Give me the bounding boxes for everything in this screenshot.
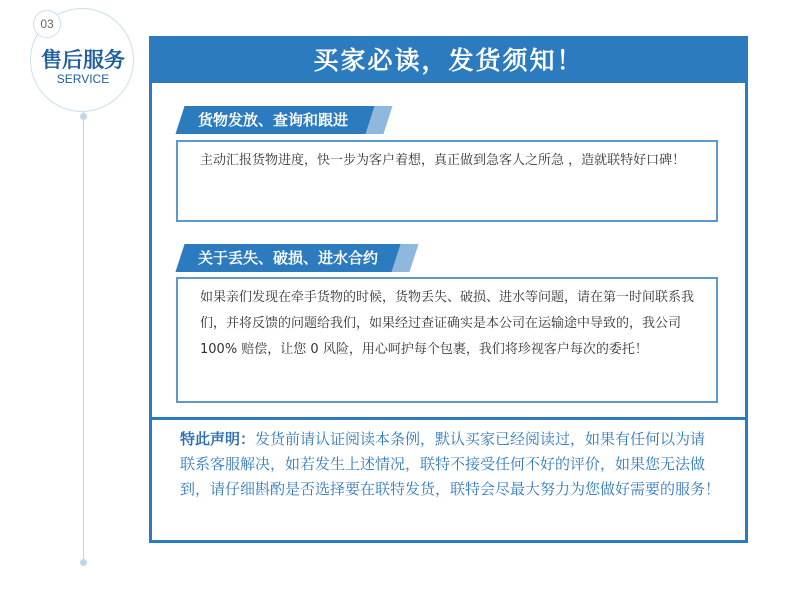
section-tab-loss [180, 244, 406, 272]
section-body-loss [176, 277, 718, 403]
section-tab-shipping [180, 106, 380, 134]
section-tab-label: 关于丢失、破损、进水合约 [198, 249, 379, 267]
special-notice [180, 427, 720, 502]
notice-text: 发货前请认证阅读本条例，默认买家已经阅读过，如果有任何以为请联系客服解决，如若发生上述情况，联特不接受任何不好的评价，如果您无法做到，请仔细斟酌是否选择要在联特发货，联特会尽最大努力为您做好需要的服务！ [180, 430, 721, 498]
section-divider [152, 417, 745, 420]
section-body-text: 主动汇报货物进度，快一步为客户着想，真正做到急客人之所急 ，造就联特好口碑！ [200, 153, 686, 168]
section-body-text: 如果亲们发现在牵手货物的时候，货物丢失、破损、进水等问题，请在第一时间联系我们，并将反馈的问题给我们，如果经过查证确实是本公司在运输途中导致的，我公司 100% 赔偿，让您 0 风险，用心呵护每个包裹，我们将珍视客户每次的委托！ [200, 290, 695, 357]
notice-frame [149, 36, 748, 543]
step-number: 03 [33, 10, 61, 38]
section-body-shipping [176, 140, 718, 222]
timeline-dot-top [80, 113, 87, 120]
notice-label: 特此声明： [180, 430, 256, 448]
page-title: 买家必读，发货须知！ [152, 39, 745, 83]
section-tab-label: 货物发放、查询和跟进 [198, 111, 349, 129]
timeline-line [83, 112, 84, 562]
timeline-dot-bottom [80, 559, 87, 566]
badge-title: 售后服务 [41, 48, 125, 72]
badge-subtitle: SERVICE [56, 72, 110, 86]
